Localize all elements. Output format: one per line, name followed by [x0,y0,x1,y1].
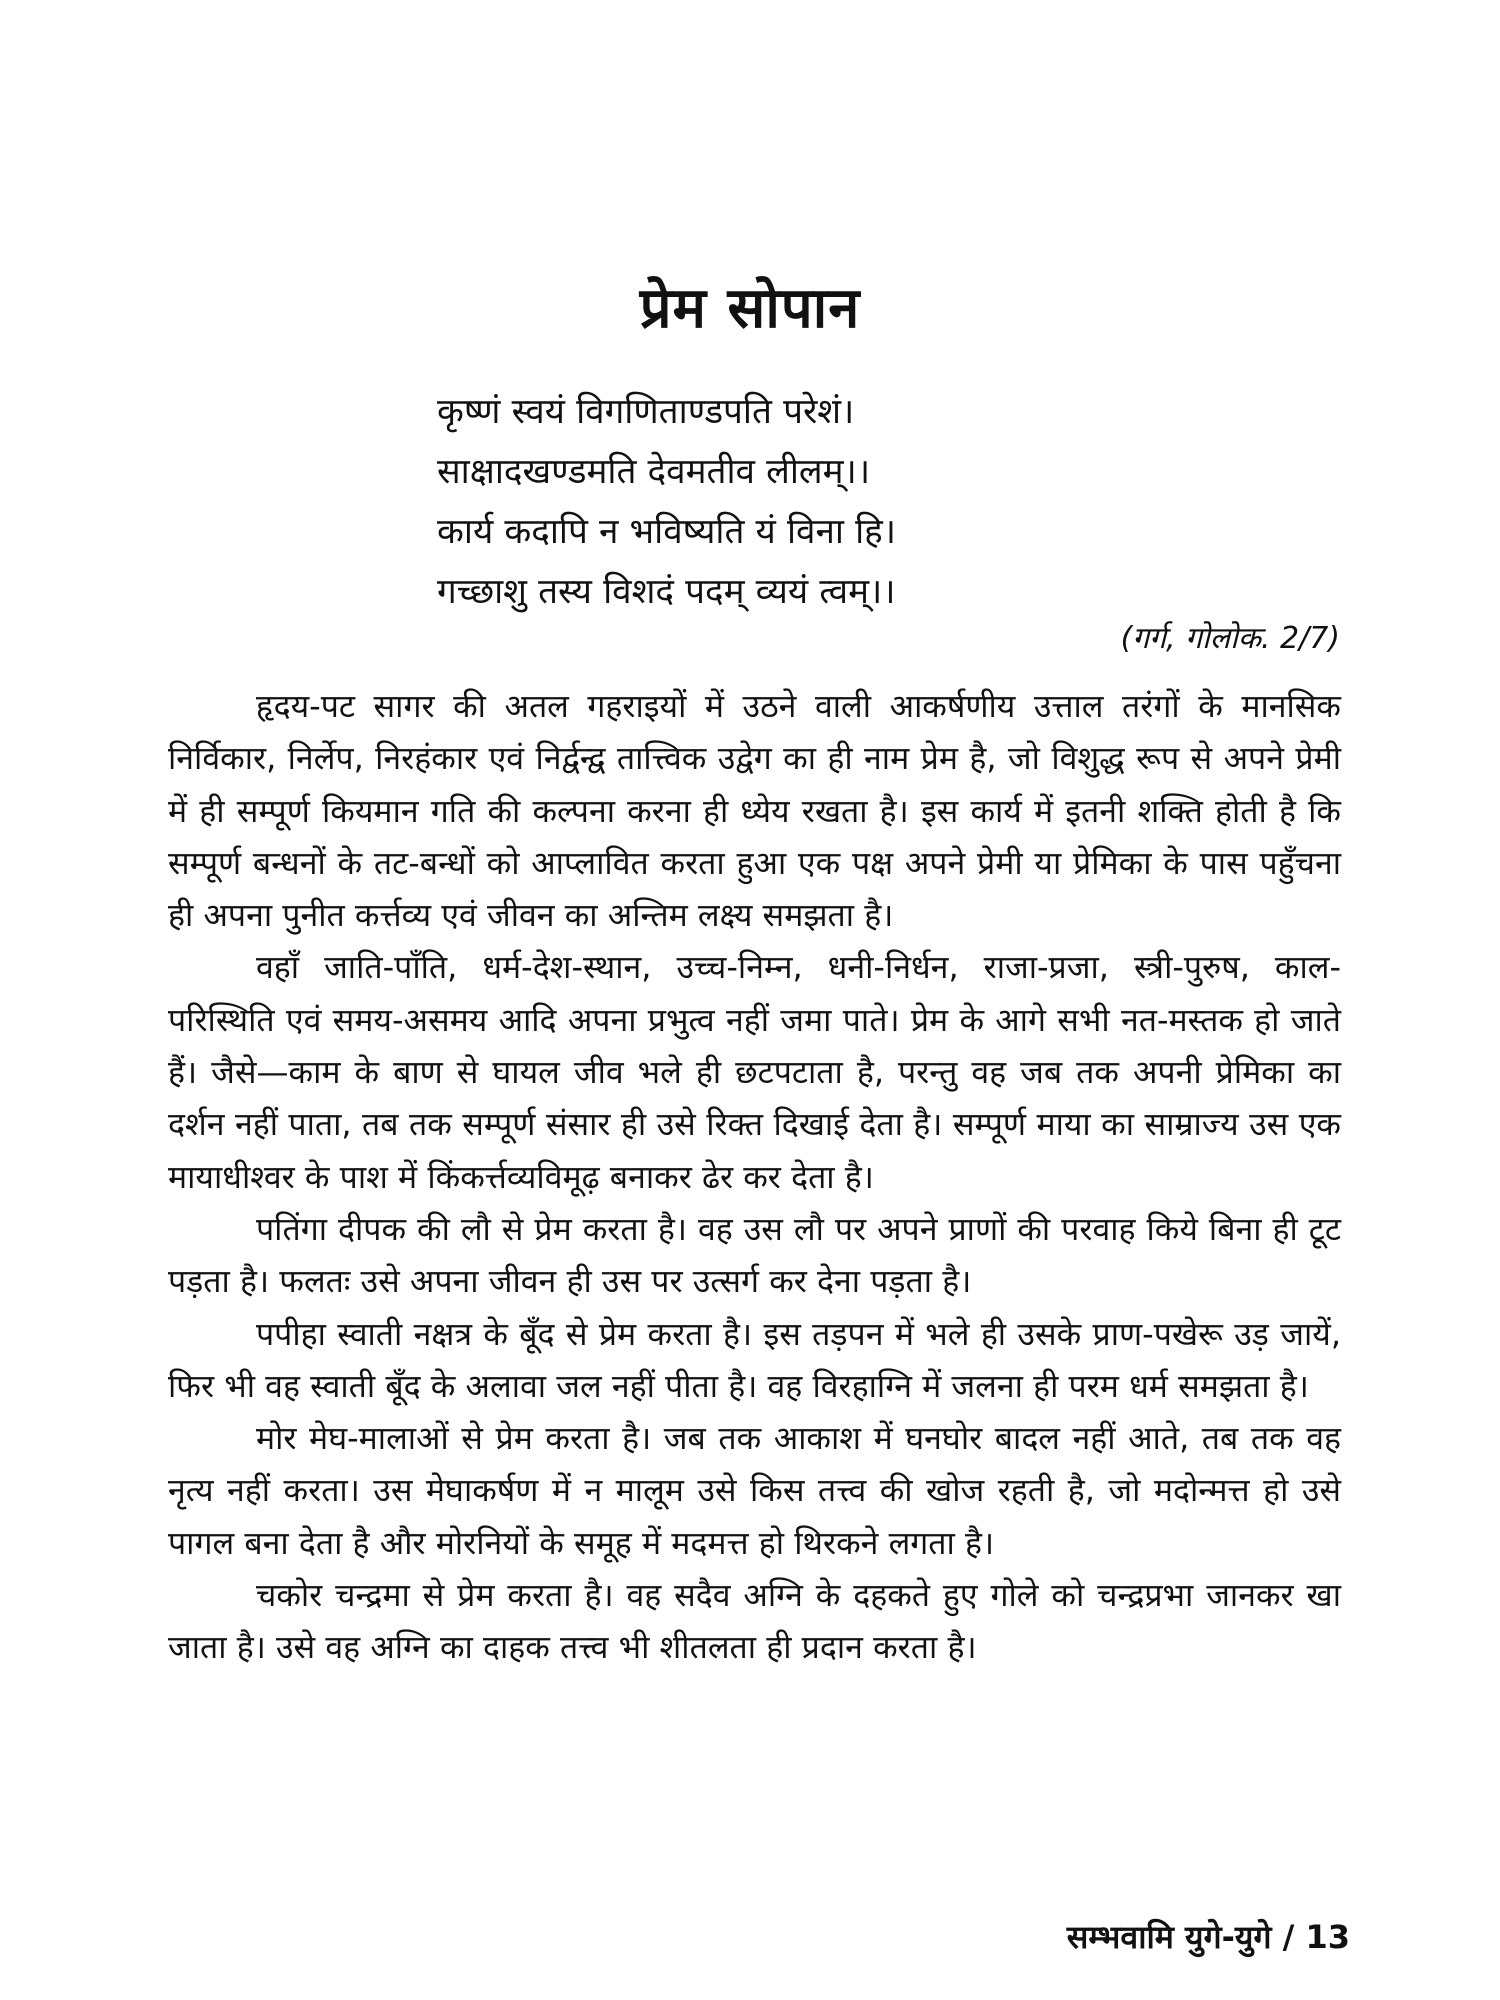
paragraph: चकोर चन्द्रमा से प्रेम करता है। वह सदैव अग्नि के दहकते हुए गोले को चन्द्रप्रभा जानकर खा जाता है। उसे वह अग्नि का दाहक तत्त्व भी शीतलता ही प्रदान करता है। [168,1576,1341,1667]
sanskrit-verse [437,382,1077,622]
verse-citation: (गर्ग, गोलोक. 2/7) [1120,621,1340,656]
verse-line: साक्षादखण्डमति देवमतीव लीलम्।। [437,452,871,492]
page-title: प्रेम सोपान [639,276,861,341]
paragraph: हृदय-पट सागर की अतल गहराइयों में उठने वाली आकर्षणीय उत्ताल तरंगों के मानसिक निर्विकार, निर्लेप, निरहंकार एवं निर्द्वन्द्व तात्त्विक उद्वेग का ही नाम प्रेम है, जो विशुद्ध रूप से अपने प्रेमी में ही सम्पूर्ण कियमान गति की कल्पना करना ही ध्येय रखता है। इस कार्य में इतनी शक्ति होती है कि सम्पूर्ण बन्धनों के तट-बन्धों को आप्लावित करता हुआ एक पक्ष अपने प्रेमी या प्रेमिका के पास पहुँचना ही अपना पुनीत कर्त्तव्य एवं जीवन का अन्तिम लक्ष्य समझता है। [168,687,1341,935]
verse-line: कार्य कदापि न भविष्यति यं विना हि। [437,512,896,552]
paragraph: मोर मेघ-मालाओं से प्रेम करता है। जब तक आकाश में घनघोर बादल नहीं आते, तब तक वह नृत्य नहीं करता। उस मेघाकर्षण में न मालूम उसे किस तत्त्व की खोज रहती है, जो मदोन्मत्त हो उसे पागल बना देता है और मोरनियों के समूह में मदमत्त हो थिरकने लगता है। [168,1419,1341,1562]
page-footer: सम्भवामि युगे-युगे / 13 [1066,1918,1350,1956]
paragraph: वहाँ जाति-पाँति, धर्म-देश-स्थान, उच्च-निम्न, धनी-निर्धन, राजा-प्रजा, स्त्री-पुरुष, काल-परिस्थिति एवं समय-असमय आदि अपना प्रभुत्व नहीं जमा पाते। प्रेम के आगे सभी नत-मस्तक हो जाते हैं। जैसे—काम के बाण से घायल जीव भले ही छटपटाता है, परन्तु वह जब तक अपनी प्रेमिका का दर्शन नहीं पाता, तब तक सम्पूर्ण संसार ही उसे रिक्त दिखाई देता है। सम्पूर्ण माया का साम्राज्य उस एक मायाधीश्वर के पाश में किंकर्त्तव्यविमूढ़ बनाकर ढेर कर देता है। [168,948,1341,1196]
paragraph: पपीहा स्वाती नक्षत्र के बूँद से प्रेम करता है। इस तड़पन में भले ही उसके प्राण-पखेरू उड़ जायें, फिर भी वह स्वाती बूँद के अलावा जल नहीं पीता है। वह विरहाग्नि में जलना ही परम धर्म समझता है। [168,1314,1341,1405]
verse-line: कृष्णं स्वयं विगणिताण्डपति परेशं। [437,392,855,432]
body-text [168,680,1341,1674]
paragraph: पतिंगा दीपक की लौ से प्रेम करता है। वह उस लौ पर अपने प्राणों की परवाह किये बिना ही टूट पड़ता है। फलतः उसे अपना जीवन ही उस पर उत्सर्ग कर देना पड़ता है। [168,1209,1341,1301]
verse-line: गच्छाशु तस्य विशदं पदम् व्ययं त्वम्।। [437,572,896,612]
